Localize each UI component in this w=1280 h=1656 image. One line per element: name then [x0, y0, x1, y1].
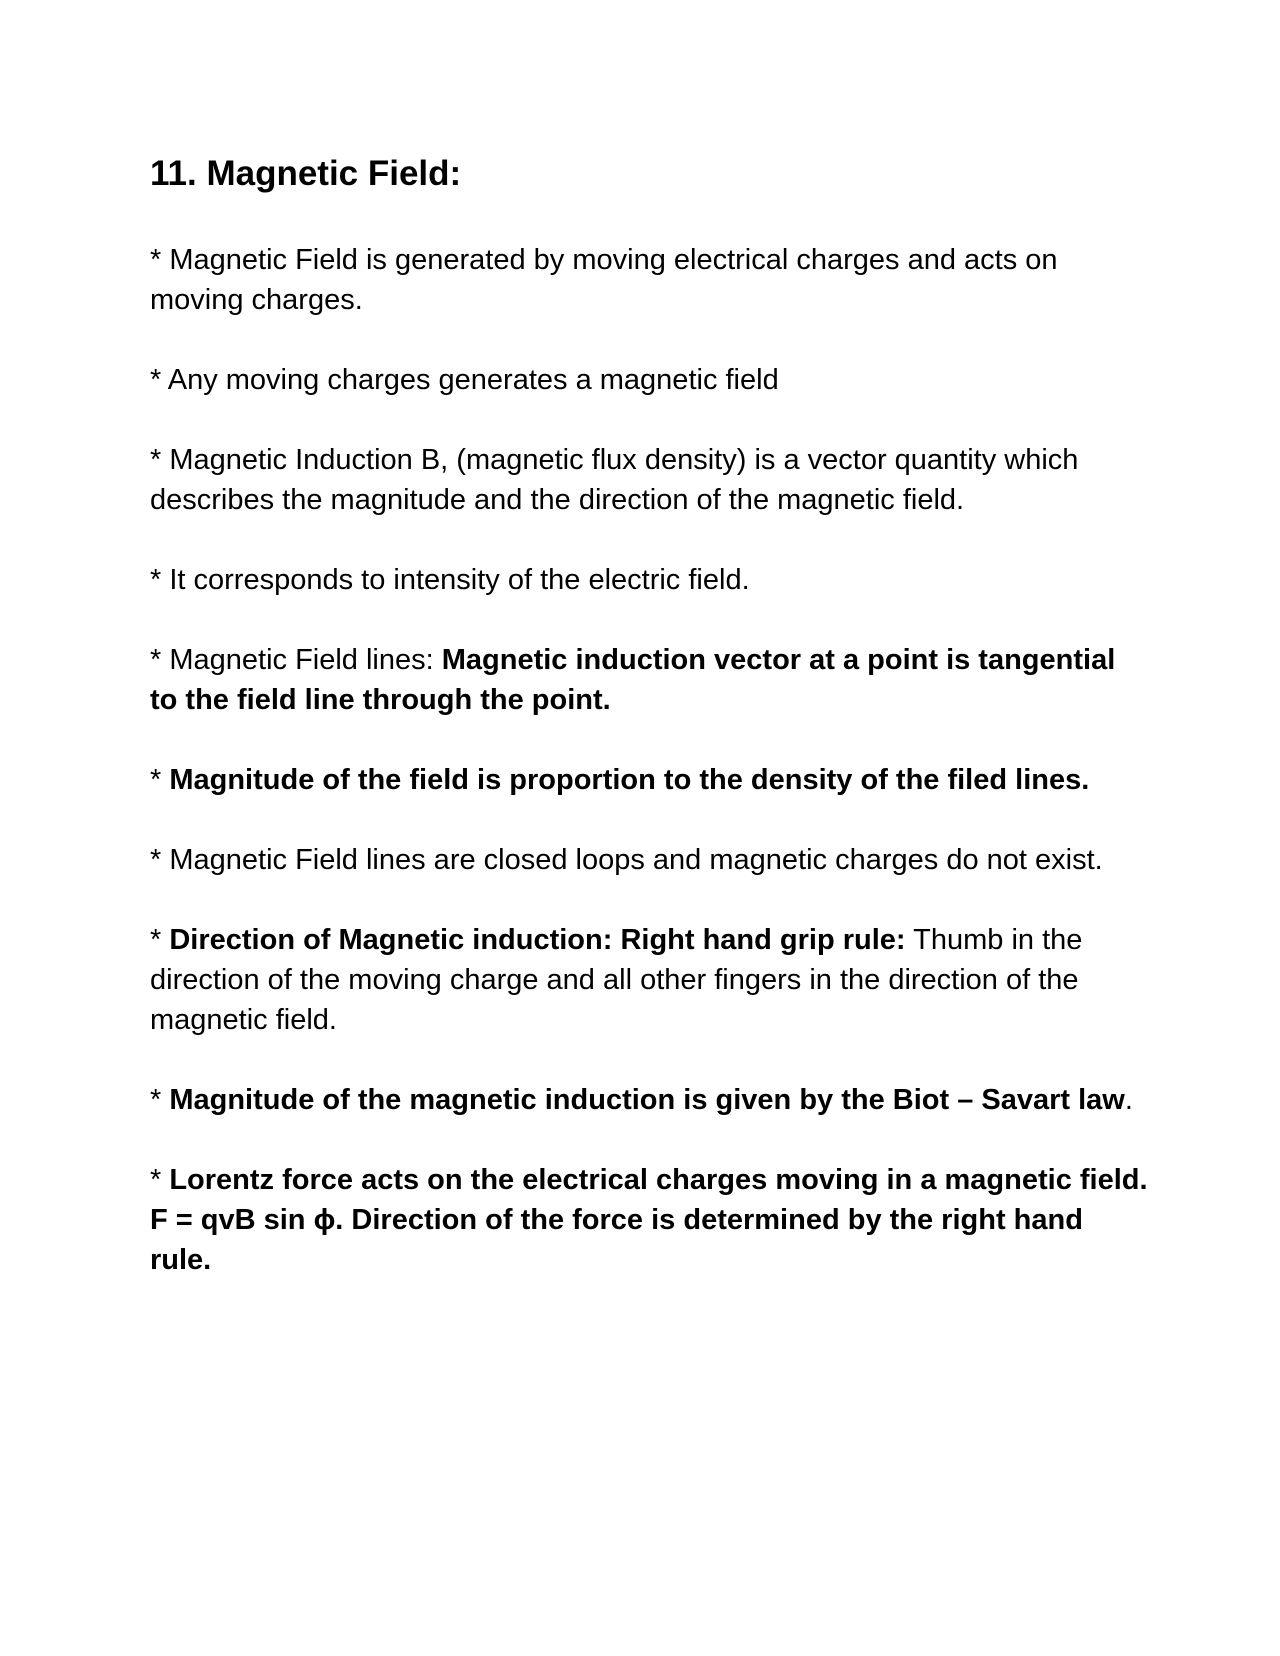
paragraph-prefix: *: [150, 1164, 170, 1196]
paragraph-field-generation: [150, 240, 1150, 320]
document-body: [150, 150, 1150, 1320]
paragraph-bold-text: Lorentz force acts on the electrical charges moving in a magnetic field. F = qvB sin ϕ. Direction of the force is determined by the right hand rule.: [150, 1164, 1148, 1276]
paragraph-text: * Any moving charges generates a magnetic field: [150, 364, 779, 396]
paragraph-closed-loops: [150, 840, 1150, 880]
paragraph-text: * It corresponds to intensity of the electric field.: [150, 564, 750, 596]
paragraph-prefix: * Magnetic Field lines:: [150, 644, 442, 676]
paragraph-prefix: *: [150, 764, 170, 796]
paragraph-bold-text: Magnitude of the magnetic induction is given by the Biot – Savart law: [169, 1084, 1125, 1116]
paragraph-text: * Magnetic Field lines are closed loops and magnetic charges do not exist.: [150, 844, 1103, 876]
paragraph-magnetic-induction: [150, 440, 1150, 520]
paragraph-biot-savart: [150, 1080, 1150, 1120]
paragraph-lorentz-force: [150, 1160, 1150, 1280]
paragraph-prefix: *: [150, 1084, 170, 1116]
paragraph-right-hand-grip-rule: [150, 920, 1150, 1040]
paragraph-bold-text: Magnitude of the field is proportion to the density of the filed lines.: [169, 764, 1090, 796]
section-title: 11. Magnetic Field:: [150, 154, 462, 193]
paragraph-bold-text: Direction of Magnetic induction: Right hand grip rule:: [169, 924, 906, 956]
paragraph-bold-text: Magnetic induction vector at a point is tangential to the field line through the point.: [150, 644, 1116, 716]
paragraph-text: * Magnetic Field is generated by moving electrical charges and acts on moving charges.: [150, 244, 1058, 316]
paragraph-moving-charges: [150, 360, 1150, 400]
paragraph-suffix: Thumb in the direction of the moving charge and all other fingers in the direction of the magnetic field.: [150, 924, 1083, 1036]
paragraph-text: * Magnetic Induction B, (magnetic flux density) is a vector quantity which describes the magnitude and the direction of the magnetic field.: [150, 444, 1079, 516]
paragraph-electric-field-intensity: [150, 560, 1150, 600]
paragraph-field-lines: [150, 640, 1150, 720]
paragraph-prefix: *: [150, 924, 170, 956]
paragraph-field-magnitude: [150, 760, 1150, 800]
paragraph-suffix: .: [1124, 1084, 1133, 1116]
